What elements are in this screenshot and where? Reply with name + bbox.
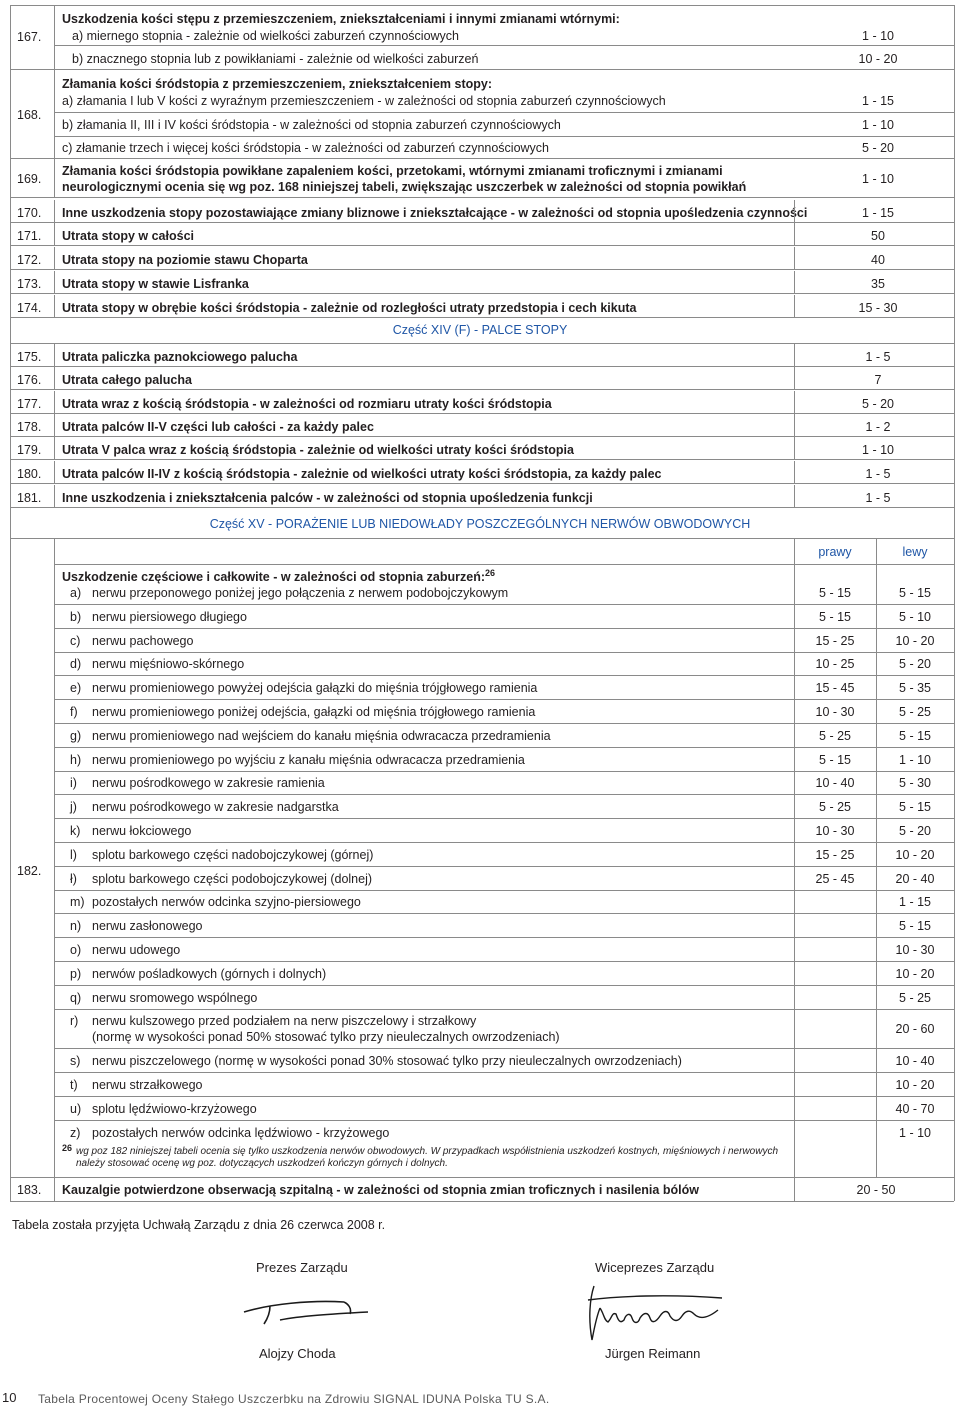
row-rule — [10, 483, 954, 484]
row-rule — [54, 1048, 954, 1049]
row-text: Utrata paliczka paznokciowego palucha — [62, 350, 298, 364]
nerve-letter: d) — [70, 657, 82, 671]
signature-role-left: Prezes Zarządu — [256, 1260, 348, 1275]
row-number: 172. — [17, 253, 42, 267]
row-divider — [794, 247, 795, 269]
row-rule — [10, 269, 954, 270]
row-title: Złamania kości śródstopia z przemieszczeniem, zniekształceniem stopy: — [62, 77, 493, 91]
nerve-value-right: 5 - 15 — [819, 610, 851, 624]
row-rule — [54, 1072, 954, 1073]
row-rule — [54, 1009, 954, 1010]
row-rule — [54, 890, 954, 891]
row-rule — [54, 771, 954, 772]
nerve-value-right: 10 - 30 — [815, 824, 855, 838]
row-rule — [54, 937, 954, 938]
nerve-value-left: 5 - 10 — [899, 610, 931, 624]
row-rule — [10, 459, 954, 460]
column-header-right: prawy — [818, 545, 852, 559]
row-rule — [10, 222, 954, 223]
row-rule — [54, 604, 954, 605]
row-value: 40 — [871, 253, 885, 267]
row-value: 1 - 5 — [865, 467, 891, 481]
adoption-note: Tabela została przyjęta Uchwałą Zarządu z dnia 26 czerwca 2008 r. — [12, 1218, 386, 1232]
nerves-title: Uszkodzenie częściowe i całkowite - w zależności od stopnia zaburzeń:$^{26}$ — [62, 567, 496, 584]
nerve-text: nerwu kulszowego przed podziałem na nerw piszczelowy i strzałkowy — [92, 1014, 477, 1028]
row-rule — [10, 293, 954, 294]
row-number: 169. — [17, 172, 42, 186]
row-rule — [54, 913, 954, 914]
row-sub-text: b) złamania II, III i IV kości śródstopia - w zależności od stopnia zaburzeń czynnościowych — [62, 118, 561, 132]
row-sub-text: a) miernego stopnia - zależnie od wielkości zaburzeń czynnościowych — [72, 29, 459, 43]
nerve-letter: m) — [70, 895, 85, 909]
row-value: 50 — [871, 229, 885, 243]
row-rule — [54, 794, 954, 795]
row-text: Kauzalgie potwierdzone obserwacją szpitalną - w zależności od stopnia zmian troficznych i nasilenia bólów — [62, 1183, 699, 1197]
nerve-value-left: 5 - 15 — [899, 586, 931, 600]
row-value: 1 - 15 — [862, 94, 894, 108]
row-divider — [54, 247, 55, 269]
nerve-value: 1 - 10 — [899, 1126, 931, 1140]
nerve-value-left: 5 - 30 — [899, 776, 931, 790]
nerve-text: nerwu promieniowego poniżej odejścia, gałązki od mięśnia trójgłowego ramienia — [92, 705, 536, 719]
nerve-text: nerwu piersiowego długiego — [92, 610, 247, 624]
row-divider — [54, 367, 55, 389]
row-divider — [54, 200, 55, 222]
row-text: Utrata wraz z kością śródstopia - w zależności od rozmiaru utraty kości śródstopia — [62, 397, 552, 411]
nerve-letter: b) — [70, 610, 82, 624]
row-number: 174. — [17, 301, 42, 315]
row-divider — [54, 437, 55, 459]
nerve-value: 10 - 30 — [895, 943, 935, 957]
nerve-value-right: 15 - 25 — [815, 848, 855, 862]
nerve-text: nerwu przeponowego poniżej jego połączenia z nerwem podobojczykowym — [92, 586, 509, 600]
row-rule — [10, 507, 954, 508]
row-rule — [54, 652, 954, 653]
row-text: Utrata stopy w stawie Lisfranka — [62, 277, 249, 291]
row-value: 1 - 2 — [865, 420, 891, 434]
row-text: Utrata całego palucha — [62, 373, 192, 387]
nerve-letter: e) — [70, 681, 82, 695]
nerve-letter: i) — [70, 776, 77, 790]
nerve-value-right: 5 - 15 — [819, 753, 851, 767]
row-title: Uszkodzenia kości stępu z przemieszczeniem, zniekształceniami i innymi zmianami wtórnymi: — [62, 12, 620, 26]
row-value: 10 - 20 — [858, 52, 898, 66]
row-value: 1 - 10 — [862, 443, 894, 457]
signature-left-image — [240, 1290, 380, 1340]
nerve-value-left: 5 - 35 — [899, 681, 931, 695]
nerve-text: nerwu łokciowego — [92, 824, 192, 838]
nerve-letter: ł) — [70, 872, 77, 886]
row-value: 5 - 20 — [862, 397, 894, 411]
nerve-letter: c) — [70, 634, 81, 648]
row-rule — [54, 747, 954, 748]
nerve-letter: g) — [70, 729, 82, 743]
row-rule — [10, 317, 954, 318]
row-rule — [54, 866, 954, 867]
row-divider — [794, 414, 795, 436]
row-number: 178. — [17, 420, 42, 434]
row-number: 179. — [17, 443, 42, 457]
nerve-text: nerwu promieniowego nad wejściem do kanału mięśnia odwracacza przedramienia — [92, 729, 551, 743]
nerve-text: nerwu piszczelowego (normę w wysokości ponad 30% stosować tylko przy nieuleczalnych owrzodzeniach) — [92, 1054, 682, 1068]
nerve-value-left: 10 - 20 — [895, 848, 935, 862]
nerve-text: splotu barkowego części nadobojczykowej (górnej) — [92, 848, 374, 862]
row-text: neurologicznymi ocenia się wg poz. 168 niniejszej tabeli, zwiększając uszczerbek w zależności od stopnia powikłań — [62, 180, 747, 194]
row-divider — [794, 461, 795, 483]
row-divider — [54, 271, 55, 293]
row-text: Utrata stopy w obrębie kości śródstopia - zależnie od rozległości utraty przedstopia i cech kikuta — [62, 301, 637, 315]
footnote-text: wg poz 182 niniejszej tabeli ocenia się tylko uszkodzenia nerwów obwodowych. W przypadkach współistnienia uszkodzeń kostnych, mięśniowych i nerwowych — [76, 1146, 779, 1157]
row-text: Utrata palców II-V części lub całości - za każdy palec — [62, 420, 374, 434]
nerve-text: nerwów pośladkowych (górnych i dolnych) — [92, 967, 327, 981]
nerve-value: 40 - 70 — [895, 1102, 935, 1116]
nerve-letter: n) — [70, 919, 82, 933]
nerve-value-left: 20 - 40 — [895, 872, 935, 886]
row-rule — [10, 413, 954, 414]
nerve-value-left: 5 - 20 — [899, 657, 931, 671]
row-rule — [10, 343, 954, 344]
row-divider — [54, 295, 55, 317]
nerve-value-left: 5 - 25 — [899, 705, 931, 719]
nerve-value-left: 10 - 20 — [895, 634, 935, 648]
nerve-value-left: 1 - 10 — [899, 753, 931, 767]
nerve-text: nerwu strzałkowego — [92, 1078, 203, 1092]
row-number: 171. — [17, 229, 42, 243]
row-number: 170. — [17, 206, 42, 220]
nerve-value-right: 25 - 45 — [815, 872, 855, 886]
nerve-letter: p) — [70, 967, 82, 981]
row-text: Inne uszkodzenia stopy pozostawiające zmiany bliznowe i zniekształcające - w zależności od stopnia upośledzenia czynności — [62, 206, 808, 220]
row-value: 35 — [871, 277, 885, 291]
row-number: 176. — [17, 373, 42, 387]
row-value: 1 - 10 — [862, 172, 894, 186]
nerve-value-left: 5 - 15 — [899, 729, 931, 743]
nerve-text: (normę w wysokości ponad 50% stosować tylko przy nieuleczalnych owrzodzeniach) — [92, 1030, 560, 1044]
row-rule — [54, 842, 954, 843]
row-divider — [54, 391, 55, 413]
nerve-text: nerwu zasłonowego — [92, 919, 203, 933]
signature-role-right: Wiceprezes Zarządu — [595, 1260, 715, 1275]
row-value: 1 - 5 — [865, 491, 891, 505]
row-rule — [54, 818, 954, 819]
nerve-value: 10 - 40 — [895, 1054, 935, 1068]
nerve-value: 1 - 15 — [899, 895, 931, 909]
row-divider — [794, 223, 795, 245]
signature-name-right: Jürgen Reimann — [605, 1346, 701, 1361]
nerve-value-right: 5 - 15 — [819, 586, 851, 600]
row-divider — [794, 437, 795, 459]
nerve-value: 5 - 25 — [899, 991, 931, 1005]
nerve-value: 5 - 15 — [899, 919, 931, 933]
nerve-letter: f) — [70, 705, 78, 719]
nerve-letter: j) — [70, 800, 77, 814]
row-divider — [54, 485, 55, 507]
row-text: Utrata palców II-IV z kością śródstopia - zależnie od wielkości utraty kości śródstopia, za każdy palec — [62, 467, 662, 481]
nerve-value-left: 5 - 15 — [899, 800, 931, 814]
nerve-value-left: 5 - 20 — [899, 824, 931, 838]
row-text: Utrata stopy na poziomie stawu Choparta — [62, 253, 308, 267]
row-rule — [54, 723, 954, 724]
row-sub-text: a) złamania I lub V kości z wyraźnym przemieszczeniem - w zależności od stopnia zaburzeń czynnościowych — [62, 94, 666, 108]
nerve-text: nerwu promieniowego po wyjściu z kanału mięśnia odwracacza przedramienia — [92, 753, 525, 767]
row-text: Utrata V palca wraz z kością śródstopia - zależnie od wielkości utraty kości śródstopia — [62, 443, 574, 457]
nerve-letter: o) — [70, 943, 82, 957]
row-rule — [54, 628, 954, 629]
row-value: 1 - 10 — [862, 118, 894, 132]
column-header-left: lewy — [902, 545, 928, 559]
nerve-text: nerwu promieniowego powyżej odejścia gałązki do mięśnia trójgłowego ramienia — [92, 681, 538, 695]
row-value: 1 - 15 — [862, 206, 894, 220]
row-number: 181. — [17, 491, 42, 505]
footer-text: Tabela Procentowej Oceny Stałego Uszczerbku na Zdrowiu SIGNAL IDUNA Polska TU S.A. — [38, 1392, 550, 1406]
row-divider — [794, 391, 795, 413]
nerve-letter: t) — [70, 1078, 78, 1092]
row-number: 167. — [17, 30, 42, 44]
row-divider — [54, 344, 55, 366]
page-number: 10 — [2, 1390, 17, 1405]
nerve-value-right: 15 - 45 — [815, 681, 855, 695]
nerve-text: nerwu udowego — [92, 943, 181, 957]
nerve-letter: h) — [70, 753, 82, 767]
footnote-number: 26 — [62, 1143, 73, 1153]
nerve-text: pozostałych nerwów odcinka szyjno-piersiowego — [92, 895, 361, 909]
nerve-value-right: 10 - 40 — [815, 776, 855, 790]
nerve-value-right: 15 - 25 — [815, 634, 855, 648]
row-divider — [794, 367, 795, 389]
row-value: 1 - 5 — [865, 350, 891, 364]
row-rule — [54, 675, 954, 676]
row-rule — [10, 366, 954, 367]
row-rule — [54, 1120, 954, 1121]
nerve-letter: l) — [70, 848, 77, 862]
nerve-text: splotu barkowego części podobojczykowej (dolnej) — [92, 872, 373, 886]
row-number: 168. — [17, 108, 42, 122]
row-rule — [10, 245, 954, 246]
nerve-value: 10 - 20 — [895, 1078, 935, 1092]
nerve-value: 20 - 60 — [895, 1022, 935, 1036]
signature-name-left: Alojzy Choda — [259, 1346, 336, 1361]
row-rule — [10, 389, 954, 390]
row-divider — [54, 414, 55, 436]
row-value: 20 - 50 — [856, 1183, 896, 1197]
signature-right-image — [578, 1278, 728, 1348]
row-rule — [54, 1096, 954, 1097]
nerve-text: nerwu pośrodkowego w zakresie nadgarstka — [92, 800, 339, 814]
nerve-text: pozostałych nerwów odcinka lędźwiowo - krzyżowego — [92, 1126, 390, 1140]
row-number: 180. — [17, 467, 42, 481]
row-divider — [794, 485, 795, 507]
nerve-letter: z) — [70, 1126, 81, 1140]
row-divider — [794, 344, 795, 366]
nerve-letter: q) — [70, 991, 82, 1005]
section-title: Część XIV (F) - PALCE STOPY — [392, 323, 568, 337]
section-title: Część XV - PORAŻENIE LUB NIEDOWŁADY POSZCZEGÓLNYCH NERWÓW OBWODOWYCH — [209, 517, 751, 531]
row-value: 1 - 10 — [862, 29, 894, 43]
row-divider — [794, 295, 795, 317]
row-divider — [794, 200, 795, 222]
nerve-value-right: 5 - 25 — [819, 800, 851, 814]
row-divider — [794, 271, 795, 293]
nerve-value-right: 10 - 25 — [815, 657, 855, 671]
row-divider — [54, 223, 55, 245]
row-value: 7 — [874, 373, 882, 387]
row-number: 177. — [17, 397, 42, 411]
row-number: 182. — [17, 864, 42, 878]
row-number: 175. — [17, 350, 42, 364]
row-sub-text: c) złamanie trzech i więcej kości śródstopia - w zależności od zaburzeń czynnościowych — [62, 141, 550, 155]
row-text: Utrata stopy w całości — [62, 229, 194, 243]
nerve-letter: k) — [70, 824, 81, 838]
row-number: 183. — [17, 1183, 42, 1197]
row-rule — [10, 436, 954, 437]
row-divider — [54, 461, 55, 483]
footnote-text: należy stosować ocenę wg poz. dotyczących uszkodzeń kończyn górnych i dolnych. — [76, 1158, 448, 1169]
row-text: Inne uszkodzenia i zniekształcenia palców - w zależności od stopnia upośledzenia funkcji — [62, 491, 593, 505]
nerve-letter: r) — [70, 1014, 79, 1028]
row-value: 15 - 30 — [858, 301, 898, 315]
row-rule — [54, 961, 954, 962]
row-rule — [54, 985, 954, 986]
row-sub-text: b) znacznego stopnia lub z powikłaniami - zależnie od wielkości zaburzeń — [72, 52, 479, 66]
row-text: Złamania kości śródstopia powikłane zapaleniem kości, przetokami, wtórnymi zmianami troficznymi i zmianami — [62, 164, 723, 178]
nerve-value: 10 - 20 — [895, 967, 935, 981]
nerve-text: nerwu mięśniowo-skórnego — [92, 657, 245, 671]
nerve-text: splotu lędźwiowo-krzyżowego — [92, 1102, 257, 1116]
nerve-letter: s) — [70, 1054, 81, 1068]
nerve-text: nerwu pachowego — [92, 634, 194, 648]
nerve-text: nerwu pośrodkowego w zakresie ramienia — [92, 776, 325, 790]
row-rule — [54, 699, 954, 700]
row-value: 5 - 20 — [862, 141, 894, 155]
row-number: 173. — [17, 277, 42, 291]
nerve-letter: u) — [70, 1102, 82, 1116]
nerve-value-right: 5 - 25 — [819, 729, 851, 743]
nerve-text: nerwu sromowego wspólnego — [92, 991, 258, 1005]
nerve-letter: a) — [70, 586, 82, 600]
nerve-value-right: 10 - 30 — [815, 705, 855, 719]
